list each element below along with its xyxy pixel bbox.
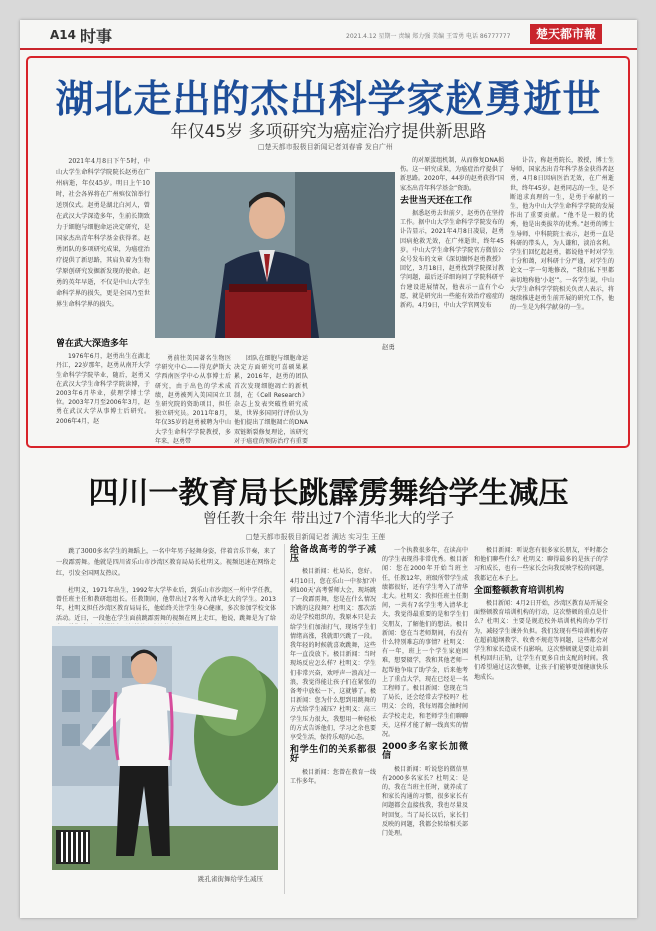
newspaper-logo: 楚天都市報: [530, 24, 602, 44]
story2-headline: 四川一教育局长跳霹雳舞给学生减压: [88, 476, 569, 511]
story2-col4-text: 极目新闻：听说您有很多家长朋友，平时都会和他们聊些什么？杜明义：聊得最多的是孩子的学习和成长，也有一些家长会向我反映学校的问题，我都记在本子上。: [474, 547, 608, 582]
story1-lead-text: 2021年4月8日下午5时，中山大学生命科学学院院长赵勇在广州病逝，年仅45岁。明日上午10时，社会各界将在广州殡仪馆举行送别仪式。赵勇是湖北白河人，曾在武汉大学深造多年，生前长期致力于細胞与细胞命运决定研究，是国家杰出青年科学基金获得者。赵勇团队的多项研究成果，为癌症治疗提供了新思路，其肩负着为生物学原创研究发掘新发现的使命。赵勇的英年早逝，不仅是中山大学生命科学界的损失，更是全国乃至世界生命科学界的损失。: [56, 158, 150, 308]
story2-col4-text2: 极目新闻：4月2日开始，沙湾区教育局开展全面整顿教育培训机构的行动，这次整顿的重点是什么？杜明义：主要是规范校外培训机构的办学行为，减轻学生课外负担。我们发现有些培训机构存在超前超纲教学、收费不规范等问题，这些都会对学生和家长造成不良影响。这次整顿就是要让培训机构回归正轨，让学生有更多自由支配的时间。我们希望通过这次整顿，让孩子们能够更加健康快乐地成长。: [474, 600, 608, 681]
story1-col1: [56, 336, 150, 442]
header-meta: 2021.4.12 星期一 责编 郑力强 美编 王雪勇 电话 86777777: [346, 33, 511, 40]
story2-lead: [56, 546, 276, 586]
story2-col3-title: 2000多名家长加微信: [382, 742, 468, 762]
story1-col3: [234, 354, 308, 444]
story2-col3-text2: 极目新闻：听说您的微信里有2000多名家长？杜明义：是的，我在当班主任时，就养成了和家长沟通的习惯，很多家长有问题都会直接找我，我也尽量及时回复。当了局长以后，家长们反映的问题，我都会转给相关部门处理。: [382, 765, 468, 838]
story1-byline: □楚天都市报极目新闻记者刘春睿 发自广州: [258, 143, 393, 151]
story1-col4-text: 的对原蛋组机制，从而修复DNA损伤。这一研究成果，为癌症治疗提供了新思路。2020年，44岁的赵勇获得“国家杰出青年科学基金”资助。: [400, 157, 504, 192]
story2-col3-text: 一个执教很多年，在读高中的学生表现得非常优秀。极目新闻：您在2000年开始当班主任，任教12年，班级所带学生成绩都很好，还有学生考入了清华北大。杜明义：我担任班主任期间，一共有7名学生考入清华北大，我觉得最重要的是和学生们交朋友，了解他们的想法。极目新闻：您在当老师期间，有没有什么特别难忘的事情？杜明义：有一年，班上一个学生家庭困难，想要辍学，我和其他老师一起帮他争取了助学金，后来他考上了重点大学，现在已经是一名工程师了。极目新闻：您现在当了局长，还会经常去学校吗？杜明义：会的，我每周都会抽时间去学校走走，和老师学生们聊聊天，这样才能了解一线真实的情况。: [382, 547, 468, 739]
page-header: [20, 20, 637, 50]
story2-col4-title: 全面整顿教育培训机构: [474, 585, 565, 596]
story1-section2-title: 去世当天还在工作: [400, 195, 473, 206]
page-number: A14: [50, 28, 76, 42]
story1-col1-text: 1976年6月，赵勇出生在湖北丹江，22岁那年，赵勇从南开大学生命科学学院毕业，随后，赵勇又在武汉大学生命科学学院读博，于2003年6月毕业，获理学博士学位。2003年7月至2006年3月，赵勇在武汉大学从事博士后研究。2006年4月，赵: [56, 353, 150, 425]
zhao-yong-photo-caption: 赵勇: [382, 343, 395, 351]
story2-subhead: 曾任教十余年 带出过7个清华北大的学子: [202, 511, 455, 527]
story1-col2-text: 勇前往美国著名生物医学研究中心——得克萨斯大学西南医学中心从事博士后研究，由于出色的学术成绩，赵勇被列入美国国立卫生研究院的资助项目，担任独立研究员。2011年8月，年仅35岁的赵勇被聘为中山大学生命科学学院教授，多年来，赵勇带: [155, 355, 231, 444]
dance-photo-caption: 跳孔雀街舞给学生减压: [198, 875, 263, 883]
section-title: 时事: [80, 27, 113, 46]
story2-col3: [382, 546, 468, 898]
story2-col2-text: 极目新闻：杜局长，您好。4月10日，您在乐山一中参加‘冲刺100天’高考誓师大会，现场跳了一段霹雳舞，您是在什么情况下跳的这段舞？杜明义：那次活动是学校组织的，我原本只是去给学生们加油打气，现场学生们情绪高涨，我就即兴跳了一段。我年轻的时候就喜欢跳舞，这些年一直没放下。极目新闻：当时现场反应怎么样？杜明义：学生们非常兴奋，欢呼声一浪高过一浪，我觉得能让孩子们在紧张的备考中放松一下，这就够了。极目新闻：您为什么想到用跳舞的方式给学生减压？杜明义：高三学生压力很大，我想用一种轻松的方式告诉他们，学习之余也要享受生活，保持乐观的心态。: [290, 568, 376, 742]
story2-col2-title2: 和学生们的关系都很好: [290, 745, 376, 765]
story1-col4-text2: 据悉赵勇去世前夕，赵勇仍在坚持工作。据中山大学生命科学学院发布的讣告显示，2021年4月8日凌晨，赵勇因病抢救无效，在广州逝世，终年45岁。中山大学生命科学学院官方微信公众号发布的文章《深切缅怀赵勇教授》回忆，3月18日，赵勇找到学院探讨教学问题，最后还详细询问了学院科研平台建设进展情况，他表示一直有个心愿，就是研究出一些能有效治疗癌症的新药。4月9日，中山大学官网发布: [400, 210, 504, 310]
story2-lead-text: 跳了3000多名学生的舞蹈上，一名中年男子轻舞身姿，伴着音乐节奏，来了一段霹雳舞。他就是四川省乐山市沙湾区教育局局长杜明义。视频迅速在网络走红，引发全国网友热议。: [56, 548, 276, 577]
newspaper-page: [20, 20, 637, 918]
story1-col2: [155, 354, 231, 444]
story1-col4: [400, 156, 504, 444]
story2-col2-text2: 极目新闻：您曾在教育一线工作多年。: [290, 768, 376, 785]
story1-section1-title: 曾在武大深造多年: [56, 339, 129, 349]
story1-col3-text: 团队在细胞与细胞命运决定方面研究可喜硕果累累，2016年，赵勇的团队首次发现细胞凋亡的新机制，在《Cell Research》杂志上发表突破性研究成果，世界多国同行评价认为他们提出了细胞凋亡的DNA双链断裂修复理论，该研究对于癌症的预防治疗有重要: [234, 355, 308, 444]
story2-col4: [474, 546, 608, 898]
story1-headline: 湖北走出的杰出科学家赵勇逝世: [55, 77, 602, 121]
story1-col5: [510, 156, 614, 444]
story2-col1-text: 杜明义，1971年出生，1992年大学毕业后，到乐山市沙湾区一所中学任教，曾任班主任和教研组组长。任教期间，他带出过7名考入清华北大的学生。2013年，杜明义担任沙湾区教育局局长，他始终关注学生身心健康，多次参加学校文体活动。近日，一段他在学生面前跳霹雳舞的视频在网上走红，他说，跳舞是为了给: [56, 587, 276, 622]
story1-lead: [56, 156, 150, 332]
story1-subhead: 年仅45岁 多项研究为癌症治疗提供新思路: [170, 122, 487, 142]
zhao-yong-photo: [155, 172, 395, 338]
story2-col2: [290, 542, 376, 898]
story2-col2-title: 给备战高考的学子减压: [290, 545, 376, 565]
story2-col1: [56, 586, 276, 624]
story2-byline: □楚天都市报极目新闻记者 满达 实习生 王莲: [246, 533, 386, 541]
qr-code[interactable]: [56, 830, 90, 864]
portrait-illustration: [155, 172, 395, 338]
column-divider: [284, 544, 285, 894]
story1-col5-text: 讣告，称赵勇院长，教授，博士生导师，国家杰出青年科学基金获得者赵勇，4月8日因病医治无效，在广州逝世，终年45岁。赵勇同志的一生，是不断追求真理的一生，是勇于奉献的一生，他为中山大学生命科学学院的发展作出了重要贡献。“他不是一般的优秀，他是出类拔萃的优秀。”赵勇的博士生导师、中科院院士表示，赵勇一直是科研的带头人，为人谦和，淡泊名利。学生们回忆起赵勇，都说他平时对学生十分和蔼，对科研十分严谨，对学生的论文一字一句地修改，“我们私下里都亲切地称他‘小赵’”。一名学生说，中山大学生命科学学院相关负责人表示，将继续推进赵勇生前开展的研究工作，他的一生是为科学献身的一生。: [510, 157, 614, 312]
